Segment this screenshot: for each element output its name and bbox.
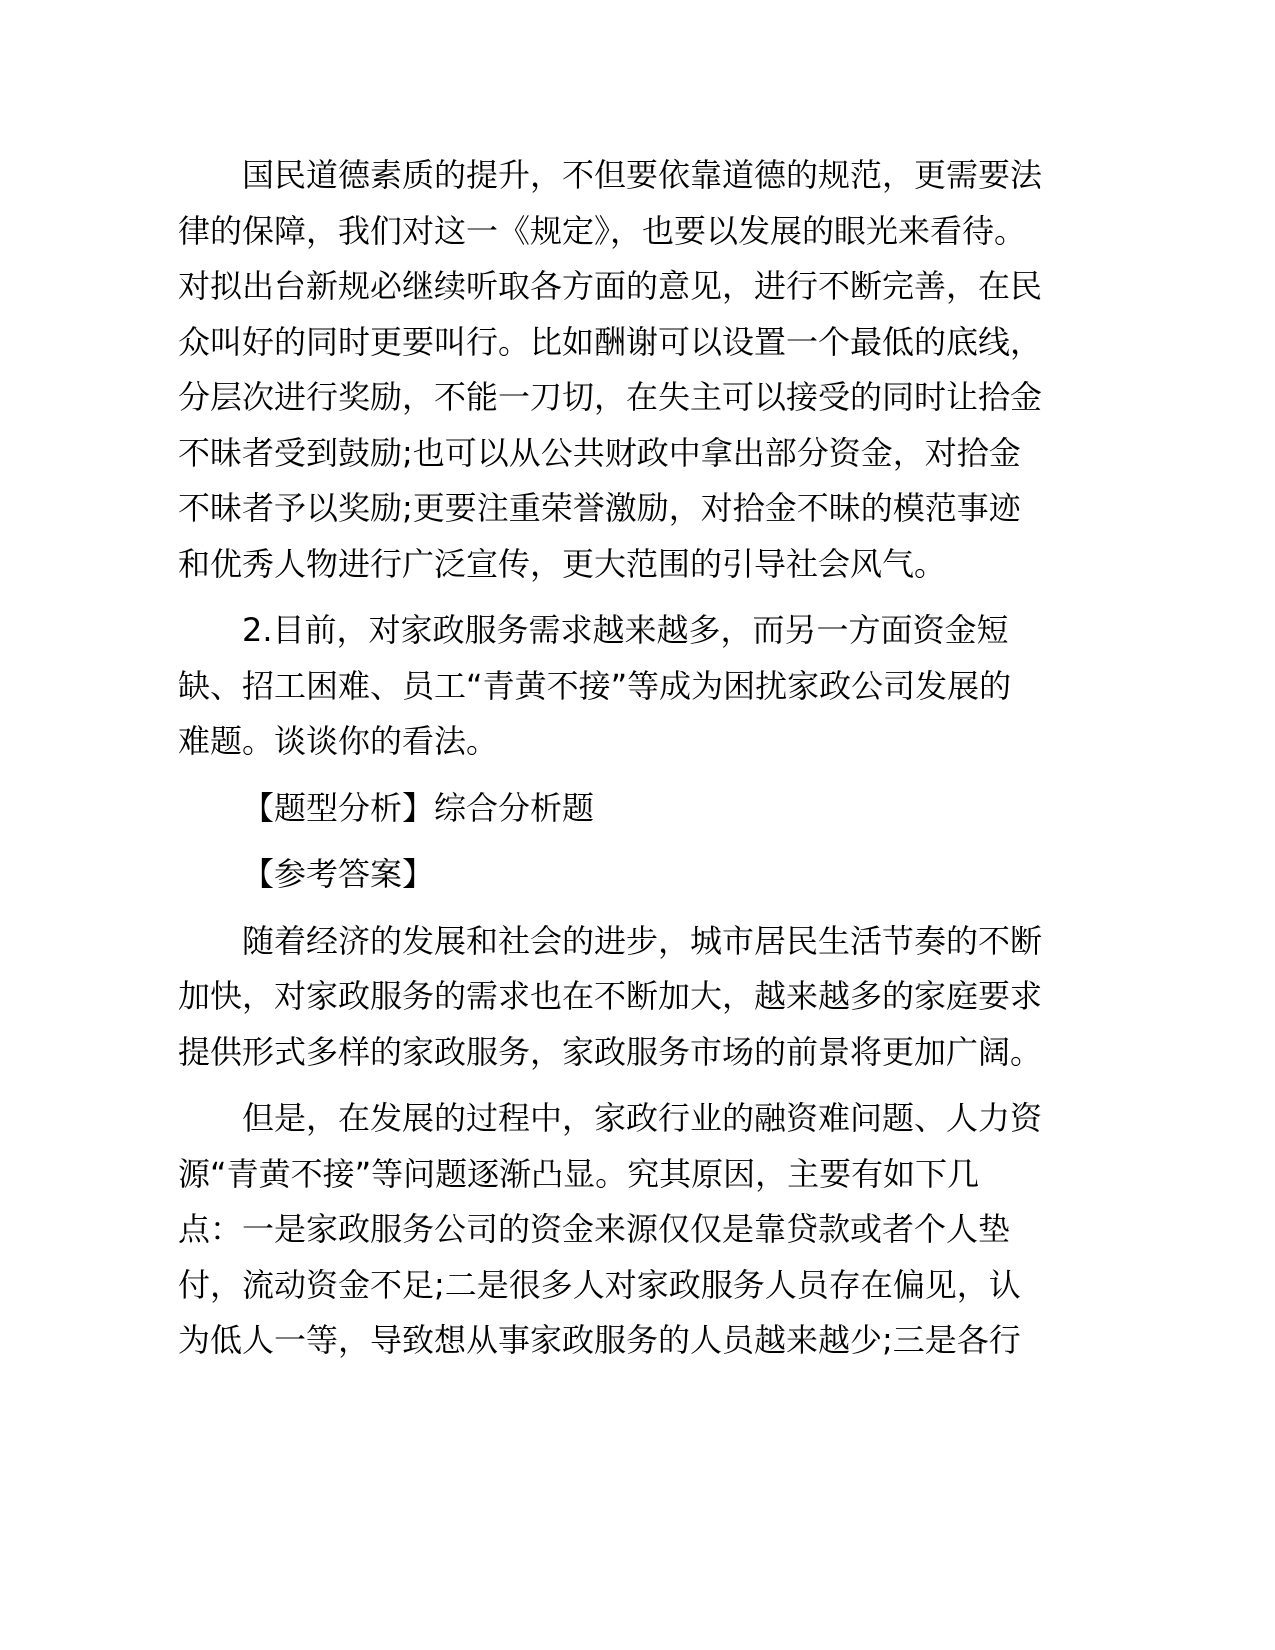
paragraph-gap (178, 903, 1038, 914)
text-line: 国民道德素质的提升，不但要依靠道德的规范，更需要法 (242, 156, 1043, 194)
text-line: 为低人一等，导致想从事家政服务的人员越来越少;三是各行 (178, 1321, 1021, 1359)
text-line: 【题型分析】综合分析题 (242, 788, 595, 827)
text-line: 2.目前，对家政服务需求越来越多，而另一方面资金短 (242, 611, 1009, 649)
document-page (178, 148, 1043, 1369)
text-line: 付，流动资金不足;二是很多人对家政服务人员存在偏见，认 (178, 1265, 1021, 1304)
paragraph-answer-intro (178, 914, 1043, 1081)
paragraph-gap (178, 836, 1038, 847)
paragraph-gap (178, 592, 1038, 603)
text-line: 难题。谈谈你的看法。 (178, 722, 499, 760)
paragraph-answer-heading (178, 847, 1038, 903)
text-line: 律的保障，我们对这一《规定》，也要以发展的眼光来看待。 (178, 211, 1027, 250)
text-line: 点：一是家政服务公司的资金来源仅仅是靠贷款或者个人垫 (178, 1210, 1011, 1248)
paragraph-gap (178, 1080, 1038, 1091)
text-line: 对拟出台新规必继续听取各方面的意见，进行不断完善，在民 (178, 267, 1043, 305)
paragraph-answer-causes (178, 1091, 1043, 1369)
text-line: 众叫好的同时更要叫行。比如酬谢可以设置一个最低的底线， (178, 322, 1043, 361)
text-line: 不昧者予以奖励;更要注重荣誉激励，对拾金不昧的模范事迹 (178, 489, 1021, 527)
text-line: 加快，对家政服务的需求也在不断加大，越来越多的家庭要求 (178, 977, 1043, 1015)
text-line: 分层次进行奖励，不能一刀切，在失主可以接受的同时让拾金 (178, 378, 1043, 416)
paragraph-question-type (178, 781, 1038, 837)
text-line: 不昧者受到鼓励;也可以从公共财政中拿出部分资金，对拾金 (178, 433, 1021, 472)
text-line: 缺、招工困难、员工“青黄不接”等成为困扰家政公司发展的 (178, 666, 1012, 705)
text-line: 和优秀人物进行广泛宣传，更大范围的引导社会风气。 (178, 544, 947, 583)
paragraph-moral-quality (178, 148, 1043, 592)
text-line: 提供形式多样的家政服务，家政服务市场的前景将更加广阔。 (178, 1032, 1043, 1071)
paragraph-gap (178, 770, 1038, 781)
text-line: 随着经济的发展和社会的进步，城市居民生活节奏的不断 (242, 921, 1043, 960)
text-line: 源“青黄不接”等问题逐渐凸显。究其原因，主要有如下几 (178, 1154, 980, 1193)
paragraph-question-2 (178, 603, 1038, 770)
text-line: 【参考答案】 (242, 855, 435, 893)
text-line: 但是，在发展的过程中，家政行业的融资难问题、人力资 (242, 1099, 1043, 1137)
